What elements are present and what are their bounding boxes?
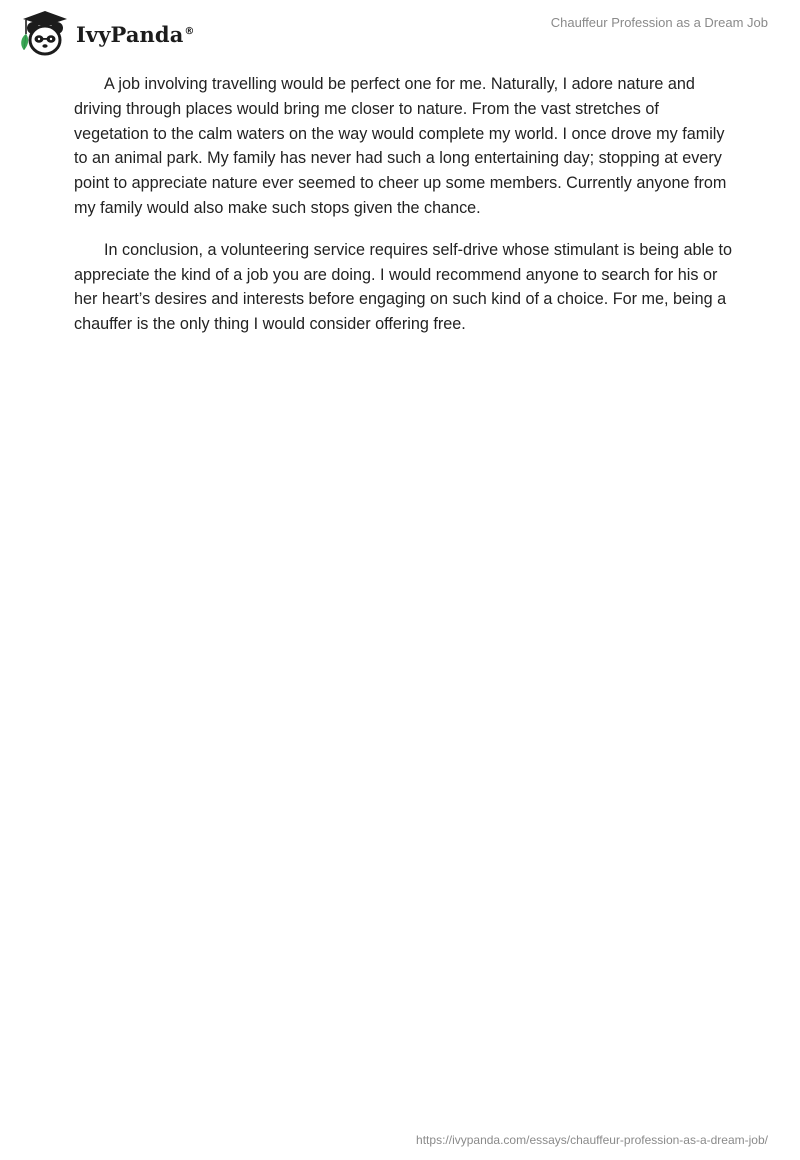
essay-body <box>74 72 734 354</box>
registered-mark: ® <box>184 25 195 37</box>
source-url[interactable]: https://ivypanda.com/essays/chauffeur-profession-as-a-dream-job/ <box>416 1133 768 1147</box>
page-header <box>0 0 800 64</box>
brand-name-text: IvyPanda <box>76 21 184 47</box>
paragraph: In conclusion, a volunteering service requires self-drive whose stimulant is being able to appreciate the kind of a job you are doing. I would recommend anyone to search for his or her heart’s desires and interests before engaging on such kind of a choice. For me, being a chauffer is the only thing I would consider offering free. <box>74 240 733 334</box>
document-title: Chauffeur Profession as a Dream Job <box>550 15 768 30</box>
brand-logo[interactable] <box>14 8 195 58</box>
paragraph: A job involving travelling would be perfect one for me. Naturally, I adore nature and driving through places would bring me closer to nature. From the vast stretches of vegetation to the calm waters on the way would complete my world. I once drove my family to an animal park. My family has never had such a long entertaining day; stopping at every point to appreciate nature ever seemed to cheer up some members. Currently anyone from my family would also make such stops given the chance. <box>74 75 727 217</box>
panda-graduation-cap-logo-icon <box>14 8 72 58</box>
brand-name <box>76 22 195 47</box>
